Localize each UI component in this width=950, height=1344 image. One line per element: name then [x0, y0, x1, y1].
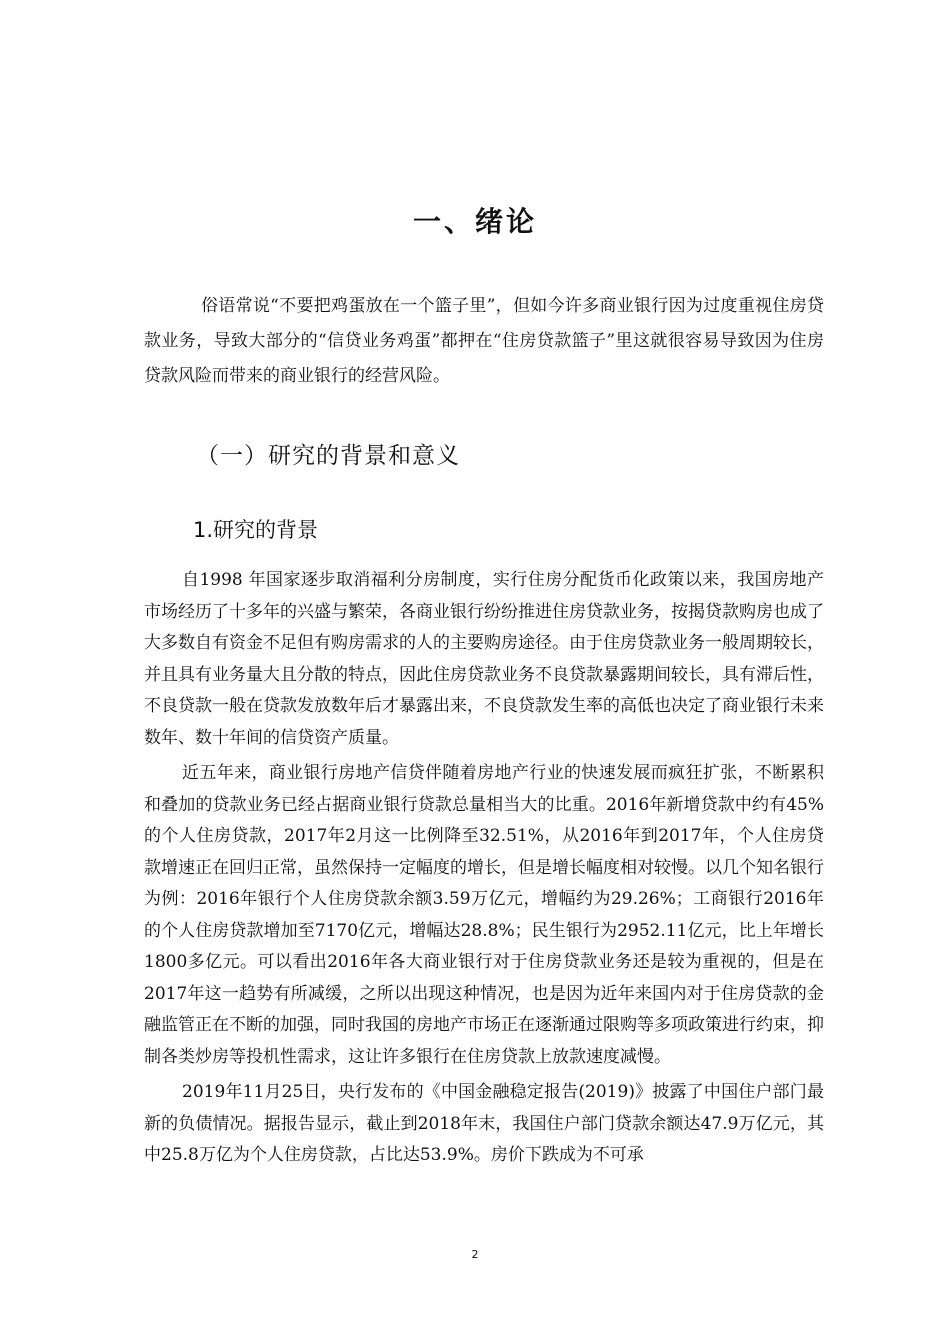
- body-paragraph: 2019年11月25日，央行发布的《中国金融稳定报告(2019)》披露了中国住户部门最新的负债情况。据报告显示，截止到2018年末，我国住户部门贷款余额达47.9万亿元，其中25.8万亿为个人住房贷款，占比达53.9%。房价下跌成为不可承: [144, 1082, 824, 1165]
- intro-paragraph: 俗语常说“不要把鸡蛋放在一个篮子里”，但如今许多商业银行因为过度重视住房贷款业务，导致大部分的“信贷业务鸡蛋”都押在“住房贷款篮子”里这就很容易导致因为住房贷款风险而带来的商业银行的经营风险。: [144, 296, 824, 386]
- body-paragraph: 自1998 年国家逐步取消福利分房制度，实行住房分配货币化政策以来，我国房地产市场经历了十多年的兴盛与繁荣，各商业银行纷纷推进住房贷款业务，按揭贷款购房也成了大多数自有资金不足但有购房需求的人的主要购房途径。由于住房贷款业务一般周期较长，并且具有业务量大且分散的特点，因此住房贷款业务不良贷款暴露期间较长，具有滞后性，不良贷款一般在贷款发放数年后才暴露出来，不良贷款发生率的高低也决定了商业银行未来数年、数十年间的信贷资产质量。: [144, 570, 824, 748]
- body-paragraph: 近五年来，商业银行房地产信贷伴随着房地产行业的快速发展而疯狂扩张，不断累积和叠加的贷款业务已经占据商业银行贷款总量相当大的比重。2016年新增贷款中约有45%的个人住房贷款，2017年2月这一比例降至32.51%，从2016年到2017年，个人住房贷款增速正在回归正常，虽然保持一定幅度的增长，但是增长幅度相对较慢。以几个知名银行为例：2016年银行个人住房贷款余额3.59万亿元，增幅约为29.26%；工商银行2016年的个人住房贷款增加至7170亿元，增幅达28.8%；民生银行为2952.11亿元，比上年增长1800多亿元。可以看出2016年各大商业银行对于住房贷款业务还是较为重视的，但是在2017年这一趋势有所减缓，之所以出现这种情况，也是因为近年来国内对于住房贷款的金融监管正在不断的加强，同时我国的房地产市场正在逐渐通过限购等多项政策进行约束，抑制各类炒房等投机性需求，这让许多银行在住房贷款上放款速度减慢。: [144, 763, 824, 1067]
- section-title: （一）研究的背景和意义: [196, 443, 460, 469]
- page-number: 2: [471, 1248, 479, 1261]
- subsection-title: 1.研究的背景: [193, 518, 319, 542]
- body-text: [144, 565, 824, 1176]
- chapter-title: 一、绪论: [412, 205, 537, 238]
